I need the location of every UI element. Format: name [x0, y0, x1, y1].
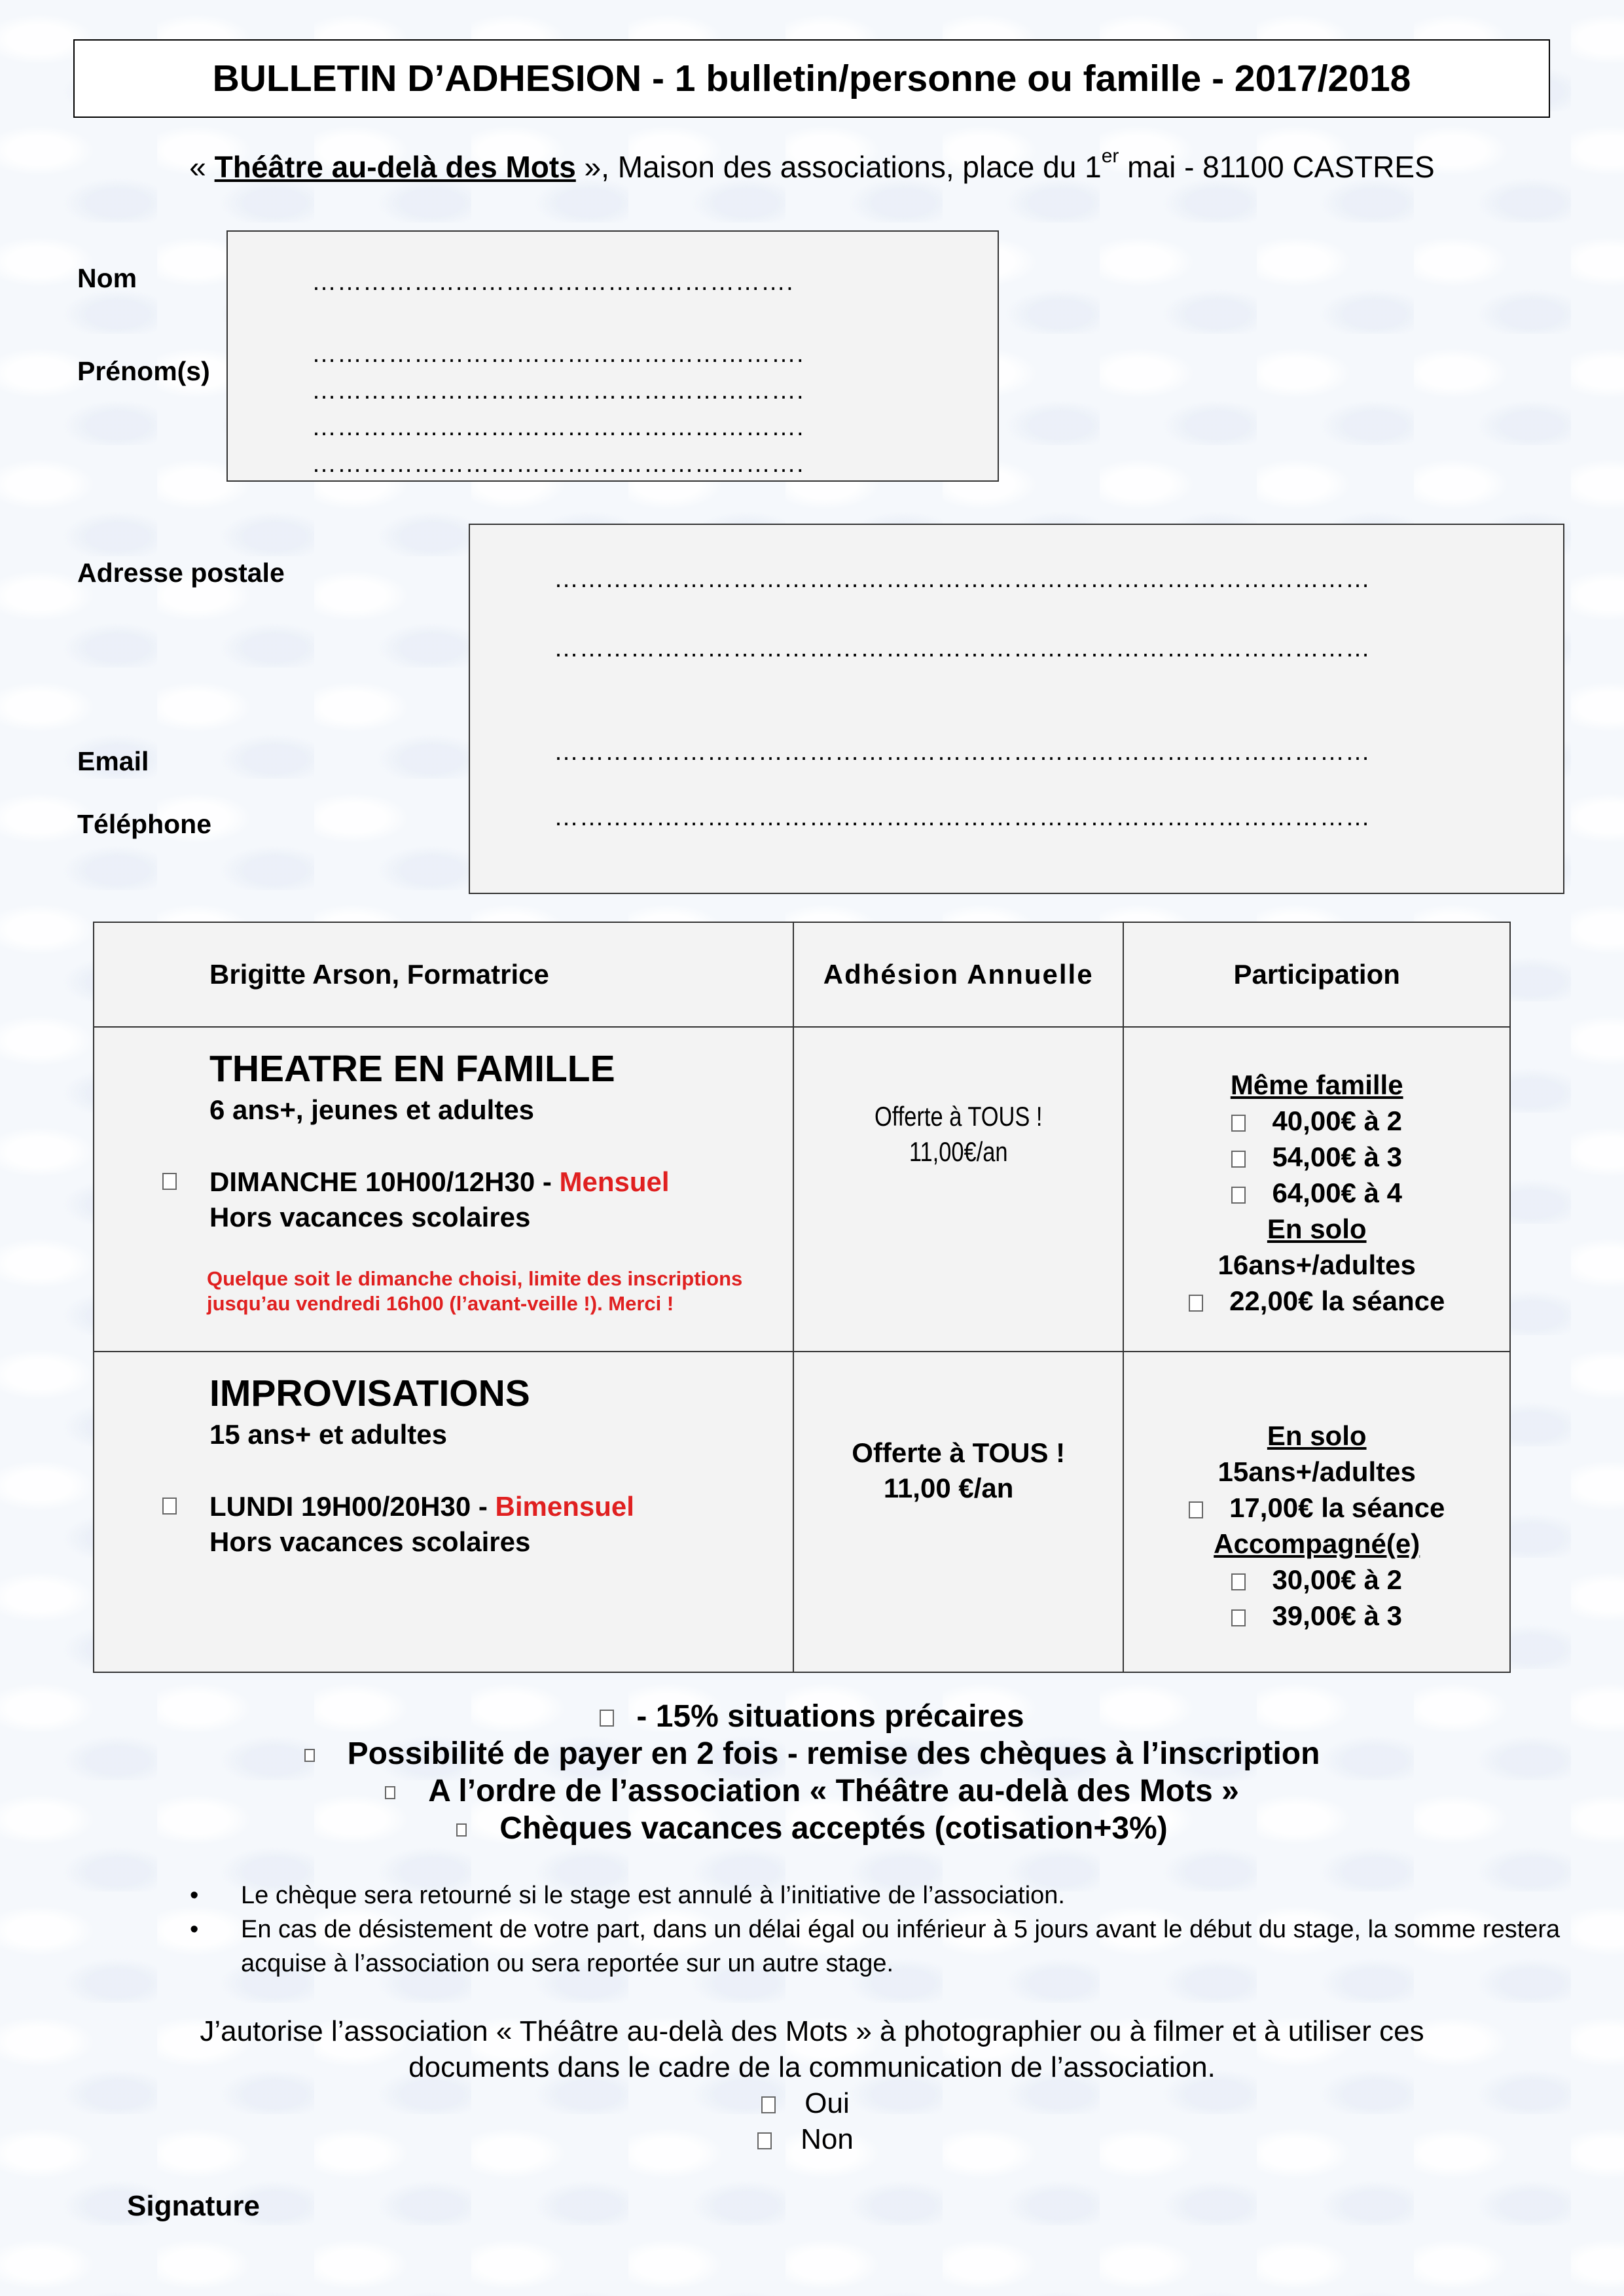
payment-2-fois-label: Possibilité de payer en 2 fois - remise des chèques à l’inscription [347, 1736, 1320, 1771]
impro-holidays: Hors vacances scolaires [209, 1526, 531, 1557]
impro-solo-checkbox[interactable] [1189, 1501, 1203, 1518]
famille-solo-age: 16ans+/adultes [1218, 1249, 1416, 1280]
adhesion-header [793, 922, 1124, 1027]
impro-frequency: Bimensuel [495, 1491, 634, 1522]
impro-title: IMPROVISATIONS [209, 1372, 530, 1414]
prenom-field-2[interactable]: …………………………………………………. [312, 377, 804, 404]
impro-acc-2-checkbox[interactable] [1231, 1573, 1246, 1590]
assoc-end: mai - 81100 CASTRES [1119, 150, 1435, 184]
form-title: BULLETIN D’ADHESION - 1 bulletin/personne ou famille - 2017/2018 [73, 39, 1550, 118]
famille-note-1: Quelque soit le dimanche choisi, limite des inscriptions [207, 1267, 743, 1290]
prenom-field-4[interactable]: …………………………………………………. [312, 450, 804, 478]
famille-age: 6 ans+, jeunes et adultes [209, 1094, 535, 1125]
impro-acc-price-2 [1124, 1562, 1509, 1598]
payment-precaire [0, 1698, 1624, 1735]
adresse-field-1[interactable]: …………………………………………………………………………………… [554, 565, 1371, 593]
prenom-label: Prénom(s) [77, 356, 210, 386]
famille-adhesion [793, 1027, 1124, 1352]
famille-price-2-label: 40,00€ à 2 [1272, 1105, 1402, 1136]
consent-line-2: documents dans le cadre de la communication de l’association. [408, 2051, 1216, 2083]
famille-price-4-label: 64,00€ à 4 [1272, 1177, 1402, 1208]
address-box[interactable] [469, 524, 1564, 894]
impro-solo-price-label: 17,00€ la séance [1229, 1492, 1445, 1523]
ordre-bullet [385, 1786, 395, 1799]
oui-label: Oui [804, 2087, 850, 2119]
telephone-field[interactable]: …………………………………………………………………………………… [554, 804, 1371, 831]
consent-non[interactable] [0, 2121, 1624, 2157]
famille-price-2-checkbox[interactable] [1231, 1115, 1246, 1132]
impro-age: 15 ans+ et adultes [209, 1419, 448, 1450]
impro-solo-price [1124, 1490, 1509, 1526]
nom-field[interactable]: ……………..…………………………………. [312, 268, 794, 296]
impro-adhesion [793, 1352, 1124, 1672]
adresse-label: Adresse postale [77, 558, 285, 588]
prenom-field-1[interactable]: …………………………………………………. [312, 340, 804, 368]
association-address [0, 145, 1624, 185]
impro-acc-3-label: 39,00€ à 3 [1272, 1600, 1402, 1631]
condition-item: • En cas de désistement de votre part, dans un délai égal ou inférieur à 5 jours avant le début du stage, la somme restera acquise à l’association ou sera reportée sur un autre stage. [241, 1912, 1576, 1981]
association-name: Théâtre au-delà des Mots [214, 150, 576, 184]
oui-checkbox[interactable] [761, 2096, 776, 2113]
meme-famille-title: Même famille [1230, 1069, 1403, 1100]
prenom-field-3[interactable]: …………………………………………………. [312, 414, 804, 441]
famille-cell [94, 1027, 793, 1352]
name-box[interactable] [226, 230, 999, 482]
famille-note-2: jusqu’au vendredi 16h00 (l’avant-veille !). Merci ! [207, 1292, 674, 1315]
famille-solo-title: En solo [1267, 1213, 1367, 1244]
participation-header [1123, 922, 1510, 1027]
impro-acc-2-label: 30,00€ à 2 [1272, 1564, 1402, 1595]
email-label: Email [77, 746, 149, 776]
assoc-open: « [189, 150, 215, 184]
photo-consent [0, 2013, 1624, 2157]
signature-label: Signature [127, 2190, 260, 2222]
payment-cheques-vacances [0, 1810, 1624, 1847]
trainer-header [94, 922, 793, 1027]
non-label: Non [801, 2123, 854, 2155]
payment-options [0, 1698, 1624, 1847]
impro-cell [94, 1352, 793, 1672]
assoc-sup: er [1101, 145, 1119, 167]
condition-item: • Le chèque sera retourné si le stage est annulé à l’initiative de l’association. [241, 1878, 1576, 1912]
cheques-vacances-bullet [456, 1823, 467, 1837]
nom-label: Nom [77, 263, 137, 293]
famille-price-2 [1124, 1103, 1509, 1139]
precaire-checkbox[interactable] [600, 1710, 614, 1727]
impro-adhesion-offer: Offerte à TOUS ! [852, 1437, 1066, 1468]
non-checkbox[interactable] [757, 2132, 772, 2149]
famille-holidays: Hors vacances scolaires [209, 1202, 531, 1232]
famille-frequency: Mensuel [559, 1166, 670, 1197]
deux-fois-bullet [304, 1749, 315, 1762]
activities-table [93, 922, 1511, 1673]
impro-acc-3-checkbox[interactable] [1231, 1609, 1246, 1626]
famille-participation [1123, 1027, 1510, 1352]
adresse-field-2[interactable]: …………………………………………………………………………………… [554, 635, 1371, 662]
famille-solo-price-label: 22,00€ la séance [1229, 1285, 1445, 1316]
participation-header-label: Participation [1233, 959, 1400, 990]
famille-price-3-label: 54,00€ à 3 [1272, 1141, 1402, 1172]
impro-schedule [209, 1491, 634, 1522]
famille-title: THEATRE EN FAMILLE [209, 1048, 615, 1090]
payment-precaire-label: - 15% situations précaires [636, 1699, 1024, 1734]
conditions-list [183, 1878, 1576, 1981]
famille-solo-price [1124, 1283, 1509, 1319]
famille-price-4 [1124, 1175, 1509, 1211]
impro-acc-price-3 [1124, 1598, 1509, 1634]
payment-ordre [0, 1772, 1624, 1810]
email-field[interactable]: …………………………………………………………………………………… [554, 738, 1371, 766]
impro-adhesion-price: 11,00 €/an [883, 1473, 1014, 1503]
payment-cheques-vacances-label: Chèques vacances acceptés (cotisation+3%) [499, 1811, 1168, 1846]
famille-checkbox[interactable] [162, 1173, 177, 1190]
telephone-label: Téléphone [77, 809, 212, 839]
famille-adhesion-offer: Offerte à TOUS ! [874, 1101, 1043, 1132]
impro-participation [1123, 1352, 1510, 1672]
consent-oui[interactable] [0, 2085, 1624, 2121]
impro-acc-title: Accompagné(e) [1214, 1528, 1420, 1559]
famille-price-3 [1124, 1139, 1509, 1175]
impro-solo-title: En solo [1267, 1420, 1367, 1451]
payment-2-fois [0, 1735, 1624, 1772]
famille-price-4-checkbox[interactable] [1231, 1187, 1246, 1204]
famille-schedule [209, 1166, 670, 1198]
impro-checkbox[interactable] [162, 1498, 177, 1515]
impro-schedule-time: LUNDI 19H00/20H30 - [209, 1491, 496, 1522]
famille-adhesion-price: 11,00€/an [909, 1136, 1008, 1167]
consent-line-1: J’autorise l’association « Théâtre au-delà des Mots » à photographier ou à filmer et à utiliser ces [200, 2015, 1424, 2047]
famille-schedule-time: DIMANCHE 10H00/12H30 - [209, 1166, 560, 1197]
adhesion-header-label: Adhésion Annuelle [823, 959, 1094, 990]
assoc-rest: », Maison des associations, place du 1 [575, 150, 1102, 184]
famille-solo-checkbox[interactable] [1189, 1295, 1203, 1312]
impro-solo-age: 15ans+/adultes [1218, 1456, 1416, 1487]
famille-price-3-checkbox[interactable] [1231, 1151, 1246, 1168]
payment-ordre-label: A l’ordre de l’association « Théâtre au-delà des Mots » [428, 1774, 1239, 1808]
trainer-name: Brigitte Arson, Formatrice [209, 959, 549, 990]
